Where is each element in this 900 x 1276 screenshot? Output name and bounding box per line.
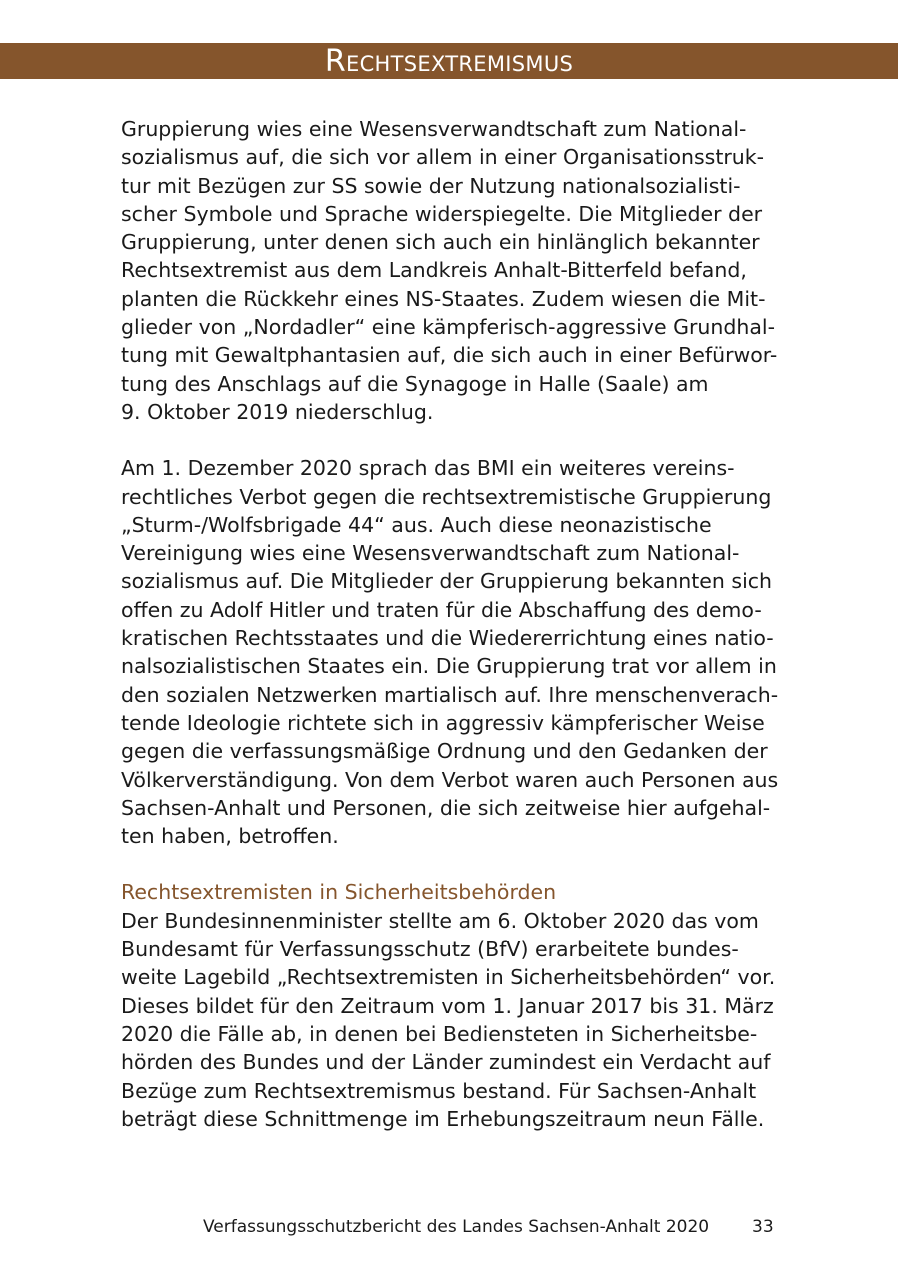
text-line: Sachsen-Anhalt und Personen, die sich zeitweise hier aufgehal- [121, 795, 771, 820]
text-line: Vereinigung wies eine Wesensverwandtschaft zum National- [121, 541, 740, 566]
text-line: beträgt diese Schnittmenge im Erhebungszeitraum neun Fälle. [121, 1106, 765, 1131]
chapter-title: Rechtsextremismus [324, 44, 574, 79]
text-line: tung mit Gewaltphantasien auf, die sich auch in einer Befürwor- [121, 343, 778, 368]
page-number: 33 [752, 1217, 774, 1237]
text-line: „Sturm-/Wolfsbrigade 44“ aus. Auch diese neonazistische [121, 512, 712, 537]
text-line: Gruppierung, unter denen sich auch ein hinlänglich bekannter [121, 230, 760, 255]
paragraph-spacer [121, 850, 781, 878]
text-line: den sozialen Netzwerken martialisch auf. Ihre menschenverach- [121, 682, 779, 707]
paragraph-wolfsbrigade [121, 454, 781, 850]
paragraph-nordadler [121, 115, 781, 426]
footer-publication-title: Verfassungsschutzbericht des Landes Sachsen-Anhalt 2020 [203, 1217, 710, 1237]
text-line: ten haben, betroffen. [121, 824, 339, 849]
text-line: Bundesamt für Verfassungsschutz (BfV) erarbeitete bundes- [121, 937, 739, 962]
text-line: glieder von „Nordadler“ eine kämpferisch-aggressive Grundhal- [121, 315, 776, 340]
text-line: tung des Anschlags auf die Synagoge in Halle (Saale) am [121, 371, 709, 396]
text-line: sozialismus auf, die sich vor allem in einer Organisationsstruk- [121, 145, 765, 170]
text-line: Der Bundesinnenminister stellte am 6. Oktober 2020 das vom [121, 908, 759, 933]
text-line: Bezüge zum Rechtsextremismus bestand. Für Sachsen-Anhalt [121, 1078, 757, 1103]
text-line: Rechtsextremist aus dem Landkreis Anhalt-Bitterfeld befand, [121, 258, 747, 283]
text-line: Gruppierung wies eine Wesensverwandtschaft zum National- [121, 117, 747, 141]
text-line: tur mit Bezügen zur SS sowie der Nutzung nationalsozialisti- [121, 173, 741, 198]
text-line: tende Ideologie richtete sich in aggressiv kämpferischer Weise [121, 710, 765, 735]
text-line: Am 1. Dezember 2020 sprach das BMI ein weiteres vereins- [121, 456, 735, 481]
text-line: rechtliches Verbot gegen die rechtsextremistische Gruppierung [121, 484, 772, 509]
text-line: sozialismus auf. Die Mitglieder der Gruppierung bekannten sich [121, 569, 773, 594]
section-sicherheitsbehoerden [121, 878, 781, 1133]
text-line: Dieses bildet für den Zeitraum vom 1. Januar 2017 bis 31. März [121, 993, 774, 1018]
text-line: nalsozialistischen Staates ein. Die Gruppierung trat vor allem in [121, 654, 777, 679]
text-line: hörden des Bundes und der Länder zumindest ein Verdacht auf [121, 1050, 771, 1075]
text-line: offen zu Adolf Hitler und traten für die Abschaffung des demo- [121, 597, 762, 622]
text-line: Völkerverständigung. Von dem Verbot waren auch Personen aus [121, 767, 779, 792]
page-body [121, 115, 781, 1133]
text-line: kratischen Rechtsstaates und die Wiedererrichtung eines natio- [121, 626, 774, 651]
paragraph-spacer [121, 426, 781, 454]
text-line: planten die Rückkehr eines NS-Staates. Zudem wiesen die Mit- [121, 286, 766, 311]
text-line: 2020 die Fälle ab, in denen bei Bediensteten in Sicherheitsbe- [121, 1021, 758, 1046]
text-line: gegen die verfassungsmäßige Ordnung und den Gedanken der [121, 739, 768, 764]
text-line: 9. Oktober 2019 niederschlug. [121, 399, 434, 424]
text-line: weite Lagebild „Rechtsextremisten in Sicherheitsbehörden“ vor. [121, 965, 776, 990]
section-heading: Rechtsextremisten in Sicherheitsbehörden [121, 880, 557, 905]
chapter-header-bar [0, 43, 898, 79]
text-line: scher Symbole und Sprache widerspiegelte. Die Mitglieder der [121, 201, 763, 226]
